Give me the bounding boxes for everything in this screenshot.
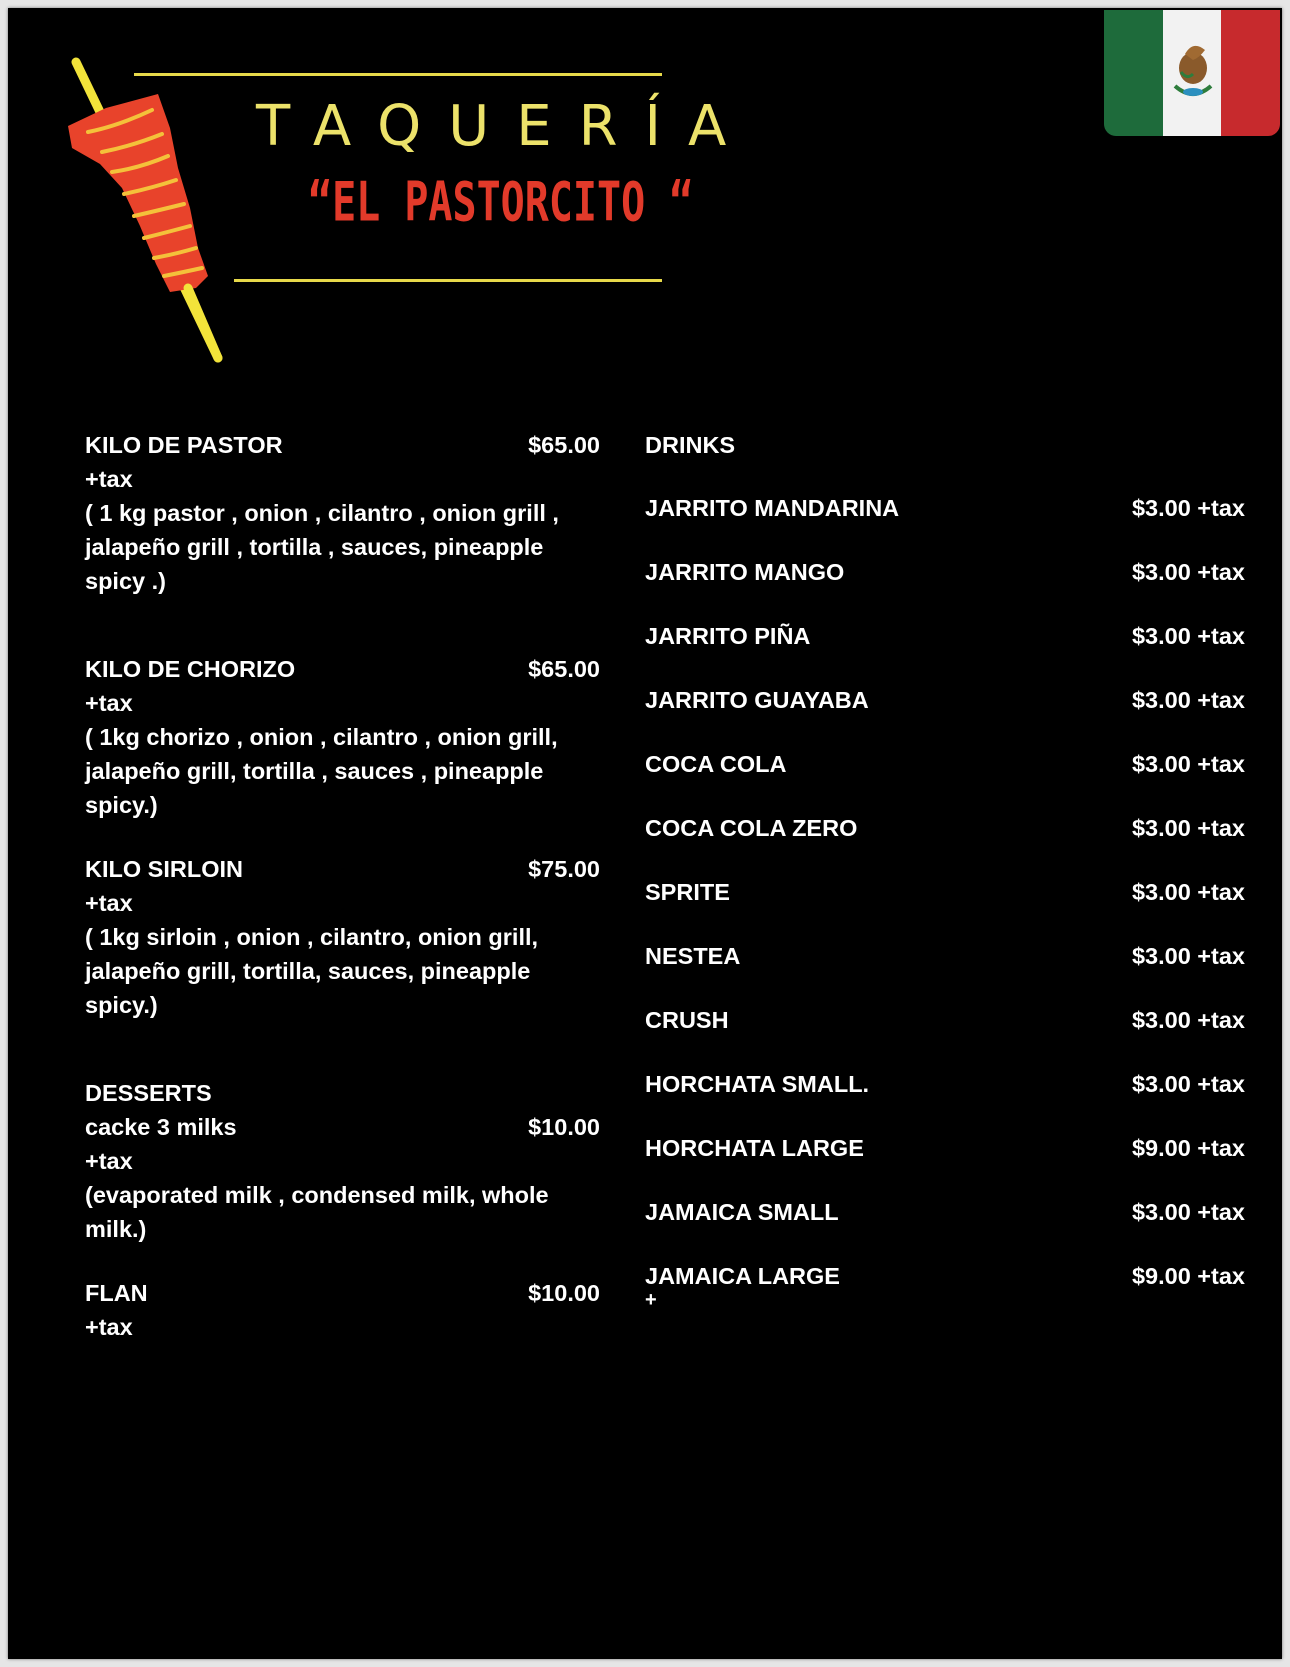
menu-item-kilo-chorizo bbox=[85, 652, 605, 822]
menu-item-kilo-pastor bbox=[85, 428, 605, 598]
menu-item-kilo-sirloin bbox=[85, 852, 605, 1022]
desserts-section bbox=[85, 1076, 605, 1246]
drink-name: HORCHATA LARGE bbox=[645, 1135, 864, 1161]
drink-price: $3.00 +tax bbox=[1131, 1007, 1245, 1033]
drink-item bbox=[645, 1067, 1245, 1101]
logo-bottom-rule bbox=[234, 279, 662, 282]
trompo-al-pastor-icon bbox=[48, 48, 248, 368]
drink-name: HORCHATA SMALL. bbox=[645, 1071, 870, 1097]
coat-of-arms-icon bbox=[1163, 10, 1221, 136]
item-price: $75.00 bbox=[528, 856, 600, 882]
drink-item bbox=[645, 1259, 1245, 1293]
drinks-footnote: + bbox=[645, 1289, 657, 1311]
item-description: ( 1kg sirloin , onion , cilantro, onion grill, jalapeño grill, tortilla, sauces, pineapple spicy.) bbox=[85, 924, 539, 1018]
drink-name: JAMAICA LARGE bbox=[645, 1263, 840, 1289]
item-name: KILO DE PASTOR bbox=[85, 432, 283, 458]
drink-name: JARRITO MANDARINA bbox=[645, 495, 900, 521]
drink-item bbox=[645, 619, 1245, 653]
item-tax: +tax bbox=[85, 1148, 133, 1174]
logo-subtitle: “EL PASTORCITO “ bbox=[308, 172, 694, 235]
drink-item bbox=[645, 683, 1245, 717]
flag-white-band bbox=[1163, 10, 1222, 136]
item-price: $10.00 bbox=[528, 1114, 600, 1140]
mexico-flag-icon bbox=[1104, 10, 1280, 136]
drink-name: JARRITO PIÑA bbox=[645, 623, 811, 649]
drink-item bbox=[645, 747, 1245, 781]
drink-item bbox=[645, 1195, 1245, 1229]
drink-price: $3.00 +tax bbox=[1131, 879, 1245, 905]
item-description: ( 1kg chorizo , onion , cilantro , onion grill, jalapeño grill, tortilla , sauces , pineapple spicy.) bbox=[85, 724, 558, 818]
item-name: KILO SIRLOIN bbox=[85, 856, 243, 882]
drink-name: SPRITE bbox=[645, 879, 730, 905]
drink-name: CRUSH bbox=[645, 1007, 729, 1033]
drink-name: NESTEA bbox=[645, 943, 741, 969]
drink-name: JARRITO GUAYABA bbox=[645, 687, 869, 713]
item-tax: +tax bbox=[85, 890, 133, 916]
item-tax: +tax bbox=[85, 466, 133, 492]
item-description: ( 1 kg pastor , onion , cilantro , onion grill , jalapeño grill , tortilla , sauces, pineapple spicy .) bbox=[85, 500, 559, 594]
drink-item bbox=[645, 939, 1245, 973]
taqueria-logo bbox=[48, 48, 754, 368]
drink-item bbox=[645, 555, 1245, 589]
logo-title: TAQUERÍA bbox=[256, 94, 754, 159]
flag-green-band bbox=[1104, 10, 1163, 136]
drink-item bbox=[645, 491, 1245, 525]
flag-red-band bbox=[1221, 10, 1280, 136]
drink-price: $9.00 +tax bbox=[1131, 1135, 1245, 1161]
item-tax: +tax bbox=[85, 690, 133, 716]
item-tax: +tax bbox=[85, 1314, 133, 1340]
item-name: cacke 3 milks bbox=[85, 1114, 237, 1140]
drink-price: $3.00 +tax bbox=[1131, 687, 1245, 713]
drink-price: $3.00 +tax bbox=[1131, 1071, 1245, 1097]
item-price: $65.00 bbox=[528, 432, 600, 458]
item-price: $65.00 bbox=[528, 656, 600, 682]
menu-page bbox=[8, 8, 1282, 1659]
food-menu-column bbox=[85, 428, 605, 1398]
drink-name: COCA COLA ZERO bbox=[645, 815, 858, 841]
desserts-title: DESSERTS bbox=[85, 1080, 212, 1106]
menu-item-flan bbox=[85, 1276, 605, 1344]
item-name: FLAN bbox=[85, 1280, 148, 1306]
drinks-title: DRINKS bbox=[645, 432, 736, 458]
drink-price: $3.00 +tax bbox=[1131, 943, 1245, 969]
drink-price: $3.00 +tax bbox=[1131, 1199, 1245, 1225]
drink-name: JAMAICA SMALL bbox=[645, 1199, 839, 1225]
drink-price: $3.00 +tax bbox=[1131, 751, 1245, 777]
drink-price: $3.00 +tax bbox=[1131, 815, 1245, 841]
drink-item bbox=[645, 1131, 1245, 1165]
drink-item bbox=[645, 811, 1245, 845]
drink-name: COCA COLA bbox=[645, 751, 787, 777]
drink-price: $9.00 +tax bbox=[1131, 1263, 1245, 1289]
drinks-menu-column bbox=[645, 428, 1245, 1313]
item-price: $10.00 bbox=[528, 1280, 600, 1306]
logo-top-rule bbox=[134, 73, 662, 76]
drink-price: $3.00 +tax bbox=[1131, 495, 1245, 521]
drink-price: $3.00 +tax bbox=[1131, 623, 1245, 649]
drink-price: $3.00 +tax bbox=[1131, 559, 1245, 585]
item-description: (evaporated milk , condensed milk, whole milk.) bbox=[85, 1182, 549, 1242]
item-name: KILO DE CHORIZO bbox=[85, 656, 296, 682]
drink-name: JARRITO MANGO bbox=[645, 559, 845, 585]
drink-item bbox=[645, 875, 1245, 909]
drink-item bbox=[645, 1003, 1245, 1037]
